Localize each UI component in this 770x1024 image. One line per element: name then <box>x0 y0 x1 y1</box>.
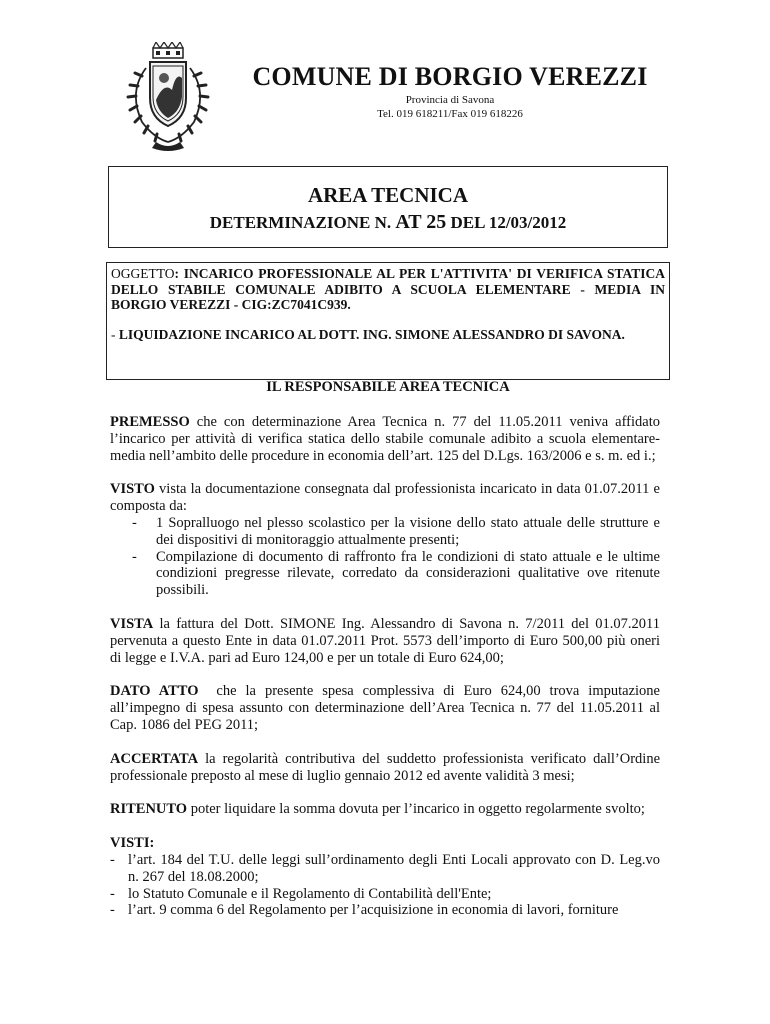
list-item <box>110 886 660 903</box>
oggetto-liquidazione <box>111 327 665 343</box>
vista-paragraph <box>110 616 660 666</box>
list-dash: - <box>132 514 137 531</box>
province-line: Provincia di Savona <box>405 94 495 106</box>
list-dash: - <box>132 548 137 565</box>
visto-text: vista la documentazione consegnata dal professionista incaricato in data 01.07.2011 e composta da: <box>110 481 660 515</box>
visto-label: VISTO <box>110 481 155 498</box>
ritenuto-label: RITENUTO <box>110 801 188 818</box>
determination-del: DEL <box>450 213 485 232</box>
oggetto-box <box>106 262 670 380</box>
list-dash: - <box>110 902 115 919</box>
determination-line <box>109 211 667 234</box>
dato-atto-paragraph <box>110 683 664 733</box>
list-item <box>132 549 660 599</box>
oggetto-liquidazione-text: LIQUIDAZIONE INCARICO AL DOTT. ING. SIMONE ALESSANDRO DI SAVONA. <box>118 326 625 342</box>
responsabile-heading: IL RESPONSABILE AREA TECNICA <box>266 379 510 395</box>
area-tecnica-box <box>108 166 668 248</box>
list-item <box>110 852 660 886</box>
list-item-text: Compilazione di documento di raffronto fra le condizioni di stato attuale e le ultime condizioni pregresse rilevate, corredato da considerazioni qualitative ove ritenute possibili. <box>156 548 660 599</box>
determination-prefix: DETERMINAZIONE N. <box>209 213 392 232</box>
visti-label: VISTI: <box>110 835 155 852</box>
dato-atto-label: DATO ATTO <box>110 683 199 700</box>
vista-text: la fattura del Dott. SIMONE Ing. Alessandro di Savona n. 7/2011 del 01.07.2011 pervenuta a questo Ente in data 01.07.2011 Prot. 5573 dell’importo di Euro 500,00 più oneri di legge e I.V.A. pari ad Euro 124,00 e per un totale di Euro 624,00; <box>110 615 660 666</box>
ritenuto-paragraph <box>110 801 660 818</box>
contacts-line: Tel. 019 618211/Fax 019 618226 <box>377 108 523 120</box>
list-item <box>132 515 660 549</box>
oggetto-dash: - <box>111 326 119 342</box>
list-item-text: lo Statuto Comunale e il Regolamento di Contabilità dell'Ente; <box>128 885 492 902</box>
visto-list <box>110 515 660 599</box>
premesso-paragraph <box>110 414 660 464</box>
accertata-paragraph <box>110 751 660 785</box>
list-item <box>110 902 660 919</box>
municipal-crest-icon <box>120 42 216 152</box>
list-item-text: l’art. 184 del T.U. delle leggi sull’ordinamento degli Enti Locali approvato con D. Leg.vo n. 267 del 18.08.2000; <box>128 851 660 885</box>
area-title: AREA TECNICA <box>307 183 469 207</box>
vista-label: VISTA <box>110 615 154 632</box>
premesso-text: che con determinazione Area Tecnica n. 77 del 11.05.2011 veniva affidato l’incarico per attività di verifica statica dello stabile comunale adibito a scuola elementare-media nell’ambito delle procedure in economia dell’art. 125 del D.Lgs. 163/2006 e s. m. ed i.; <box>110 414 660 464</box>
determination-number: AT 25 <box>395 211 447 233</box>
document-body <box>110 414 664 919</box>
accertata-text: la regolarità contributiva del suddetto professionista verificato dall’Ordine professionale preposto al mese di luglio gennaio 2012 ed avente validità 3 mesi; <box>110 750 660 784</box>
visti-paragraph <box>110 835 660 852</box>
ritenuto-text: poter liquidare la somma dovuta per l’incarico in oggetto regolarmente svolto; <box>187 801 645 818</box>
municipality-title: COMUNE DI BORGIO VEREZZI <box>252 62 648 91</box>
visto-paragraph <box>110 481 660 515</box>
oggetto-paragraph <box>111 266 665 313</box>
dato-atto-text: che la presente spesa complessiva di Euro 624,00 trova imputazione all’impegno di spesa assunto con determinazione dell’Area Tecnica n. 77 del 11.05.2011 al Cap. 1086 del PEG 2011; <box>110 683 664 733</box>
list-item-text: 1 Sopralluogo nel plesso scolastico per la visione dello stato attuale delle strutture e dei dispositivi di monitoraggio attualmente presenti; <box>156 514 660 548</box>
determination-date: 12/03/2012 <box>488 213 567 232</box>
header-subtitle <box>230 93 670 121</box>
oggetto-label: OGGETTO <box>111 266 175 281</box>
list-item-text: l’art. 9 comma 6 del Regolamento per l’acquisizione in economia di lavori, forniture <box>128 902 619 919</box>
list-dash: - <box>110 885 115 902</box>
visti-list <box>110 852 660 919</box>
accertata-label: ACCERTATA <box>110 750 199 767</box>
list-dash: - <box>110 851 115 868</box>
premesso-label: PREMESSO <box>110 414 190 430</box>
oggetto-text: : INCARICO PROFESSIONALE AL PER L'ATTIVITA' DI VERIFICA STATICA DELLO STABILE COMUNALE ADIBITO A SCUOLA ELEMENTARE - MEDIA IN BORGIO VEREZZI - CIG:ZC7041C939. <box>111 266 665 312</box>
